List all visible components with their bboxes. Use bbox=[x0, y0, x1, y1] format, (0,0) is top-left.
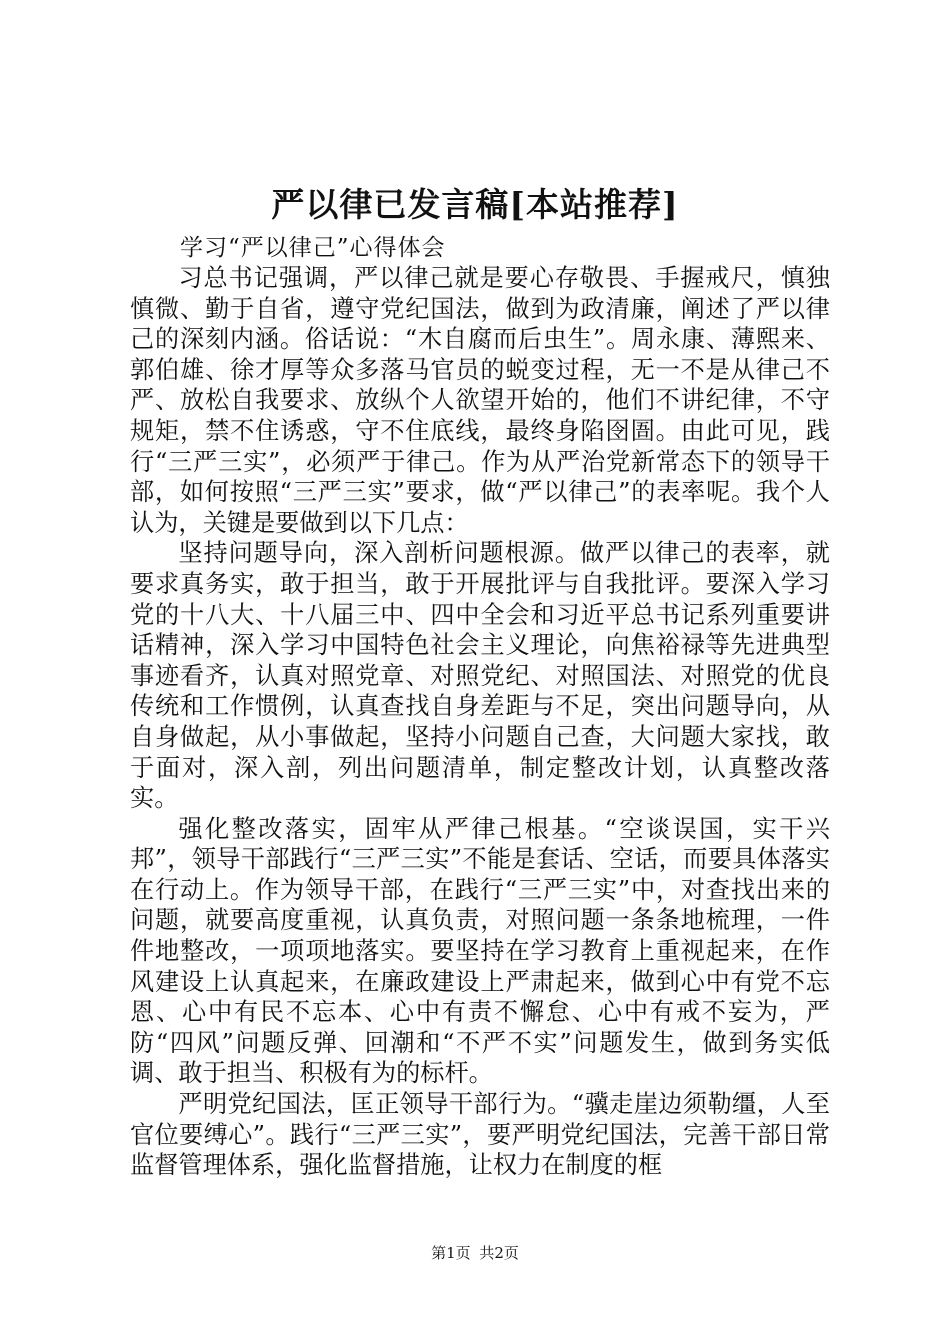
page-total: 共2页 bbox=[479, 1244, 519, 1262]
body-paragraph: 严明党纪国法，匡正领导干部行为。“骥走崖边须勒缰，人至官位要缚心”。践行“三严三实”，要严明党纪国法，完善干部日常监督管理体系，强化监督措施，让权力在制度的框 bbox=[130, 1090, 830, 1180]
body-paragraph: 强化整改落实，固牢从严律己根基。“空谈误国，实干兴邦”，领导干部践行“三严三实”不能是套话、空话，而要具体落实在行动上。作为领导干部，在践行“三严三实”中，对查找出来的问题，就要高度重视，认真负责，对照问题一条条地梳理，一件件地整改，一项项地落实。要坚持在学习教育上重视起来，在作风建设上认真起来，在廉政建设上严肃起来，做到心中有党不忘恩、心中有民不忘本、心中有责不懈怠、心中有戒不妄为，严防“四风”问题反弹、回潮和“不严不实”问题发生，做到务实低调、敢于担当、积极有为的标杆。 bbox=[130, 814, 830, 1088]
body-paragraph: 坚持问题导向，深入剖析问题根源。做严以律己的表率，就要求真务实，敢于担当，敢于开展批评与自我批评。要深入学习党的十八大、十八届三中、四中全会和习近平总书记系列重要讲话精神，深入学习中国特色社会主义理论，向焦裕禄等先进典型事迹看齐，认真对照党章、对照党纪、对照国法、对照党的优良传统和工作惯例，认真查找自身差距与不足，突出问题导向，从自身做起，从小事做起，坚持小问题自己查，大问题大家找，敢于面对，深入剖，列出问题清单，制定整改计划，认真整改落实。 bbox=[130, 539, 830, 813]
document-subtitle: 学习“严以律己”心得体会 bbox=[180, 235, 446, 261]
document-body bbox=[130, 263, 830, 1181]
page-number: 第1页 bbox=[431, 1244, 471, 1262]
body-paragraph: 习总书记强调，严以律己就是要心存敬畏、手握戒尺，慎独慎微、勤于自省，遵守党纪国法，做到为政清廉，阐述了严以律己的深刻内涵。俗话说：“木自腐而后虫生”。周永康、薄熙来、郭伯雄、徐才厚等众多落马官员的蜕变过程，无一不是从律己不严、放松自我要求、放纵个人欲望开始的，他们不讲纪律，不守规矩，禁不住诱惑，守不住底线，最终身陷囹圄。由此可见，践行“三严三实”，必须严于律己。作为从严治党新常态下的领导干部，如何按照“三严三实”要求，做“严以律己”的表率呢。我个人认为，关键是要做到以下几点： bbox=[130, 264, 830, 537]
document-title: 严以律已发言稿[本站推荐] bbox=[271, 185, 679, 224]
page-footer bbox=[0, 1243, 950, 1263]
